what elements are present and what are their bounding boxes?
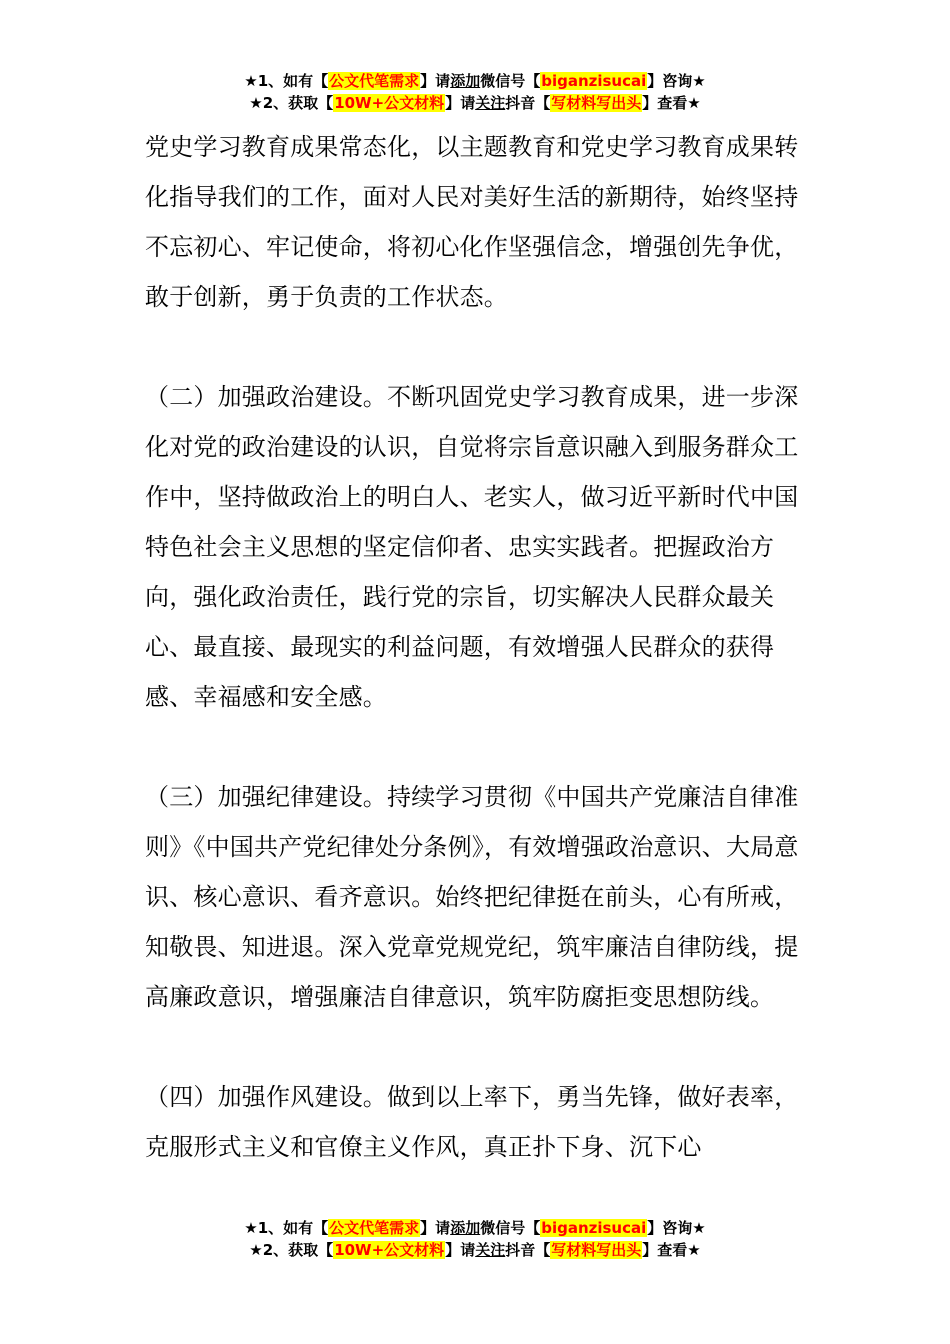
- document-body: [145, 122, 810, 1172]
- highlight-douyin: 写材料写出头: [551, 1241, 642, 1259]
- paragraph-1: 党史学习教育成果常态化，以主题教育和党史学习教育成果转化指导我们的工作，面对人民对美好生活的新期待，始终坚持不忘初心、牢记使命，将初心化作坚强信念，增强创先争优，敢于创新，勇于负责的工作状态。: [145, 133, 799, 311]
- paragraph-3: （三）加强纪律建设。持续学习贯彻《中国共产党廉洁自律准则》《中国共产党纪律处分条例》，有效增强政治意识、大局意识、核心意识、看齐意识。始终把纪律挺在前头，心有所戒，知敬畏、知进退。深入党章党规党纪，筑牢廉洁自律防线，提高廉政意识，增强廉洁自律意识，筑牢防腐拒变思想防线。: [145, 783, 799, 1011]
- highlight-materials: 10W+公文材料: [334, 1241, 445, 1259]
- paragraph-4: （四）加强作风建设。做到以上率下，勇当先锋，做好表率，克服形式主义和官僚主义作风，真正扑下身、沉下心: [145, 1083, 799, 1161]
- highlight-service: 公文代笔需求: [329, 72, 420, 90]
- header-banner: [0, 70, 950, 114]
- banner-line-1: ★1、如有【公文代笔需求】请添加微信号【biganzisucai】咨询★: [244, 1219, 706, 1237]
- banner-line-2: ★2、获取【10W+公文材料】请关注抖音【写材料写出头】查看★: [249, 94, 701, 112]
- highlight-materials: 10W+公文材料: [334, 94, 445, 112]
- highlight-wechat-id: biganzisucai: [541, 72, 647, 90]
- highlight-douyin: 写材料写出头: [551, 94, 642, 112]
- banner-line-2: ★2、获取【10W+公文材料】请关注抖音【写材料写出头】查看★: [249, 1241, 701, 1259]
- banner-line-1: ★1、如有【公文代笔需求】请添加微信号【biganzisucai】咨询★: [244, 72, 706, 90]
- highlight-service: 公文代笔需求: [329, 1219, 420, 1237]
- highlight-wechat-id: biganzisucai: [541, 1219, 647, 1237]
- footer-banner: [0, 1217, 950, 1261]
- paragraph-2: （二）加强政治建设。不断巩固党史学习教育成果，进一步深化对党的政治建设的认识，自觉将宗旨意识融入到服务群众工作中，坚持做政治上的明白人、老实人，做习近平新时代中国特色社会主义思想的坚定信仰者、忠实实践者。把握政治方向，强化政治责任，践行党的宗旨，切实解决人民群众最关心、最直接、最现实的利益问题，有效增强人民群众的获得感、幸福感和安全感。: [145, 383, 799, 711]
